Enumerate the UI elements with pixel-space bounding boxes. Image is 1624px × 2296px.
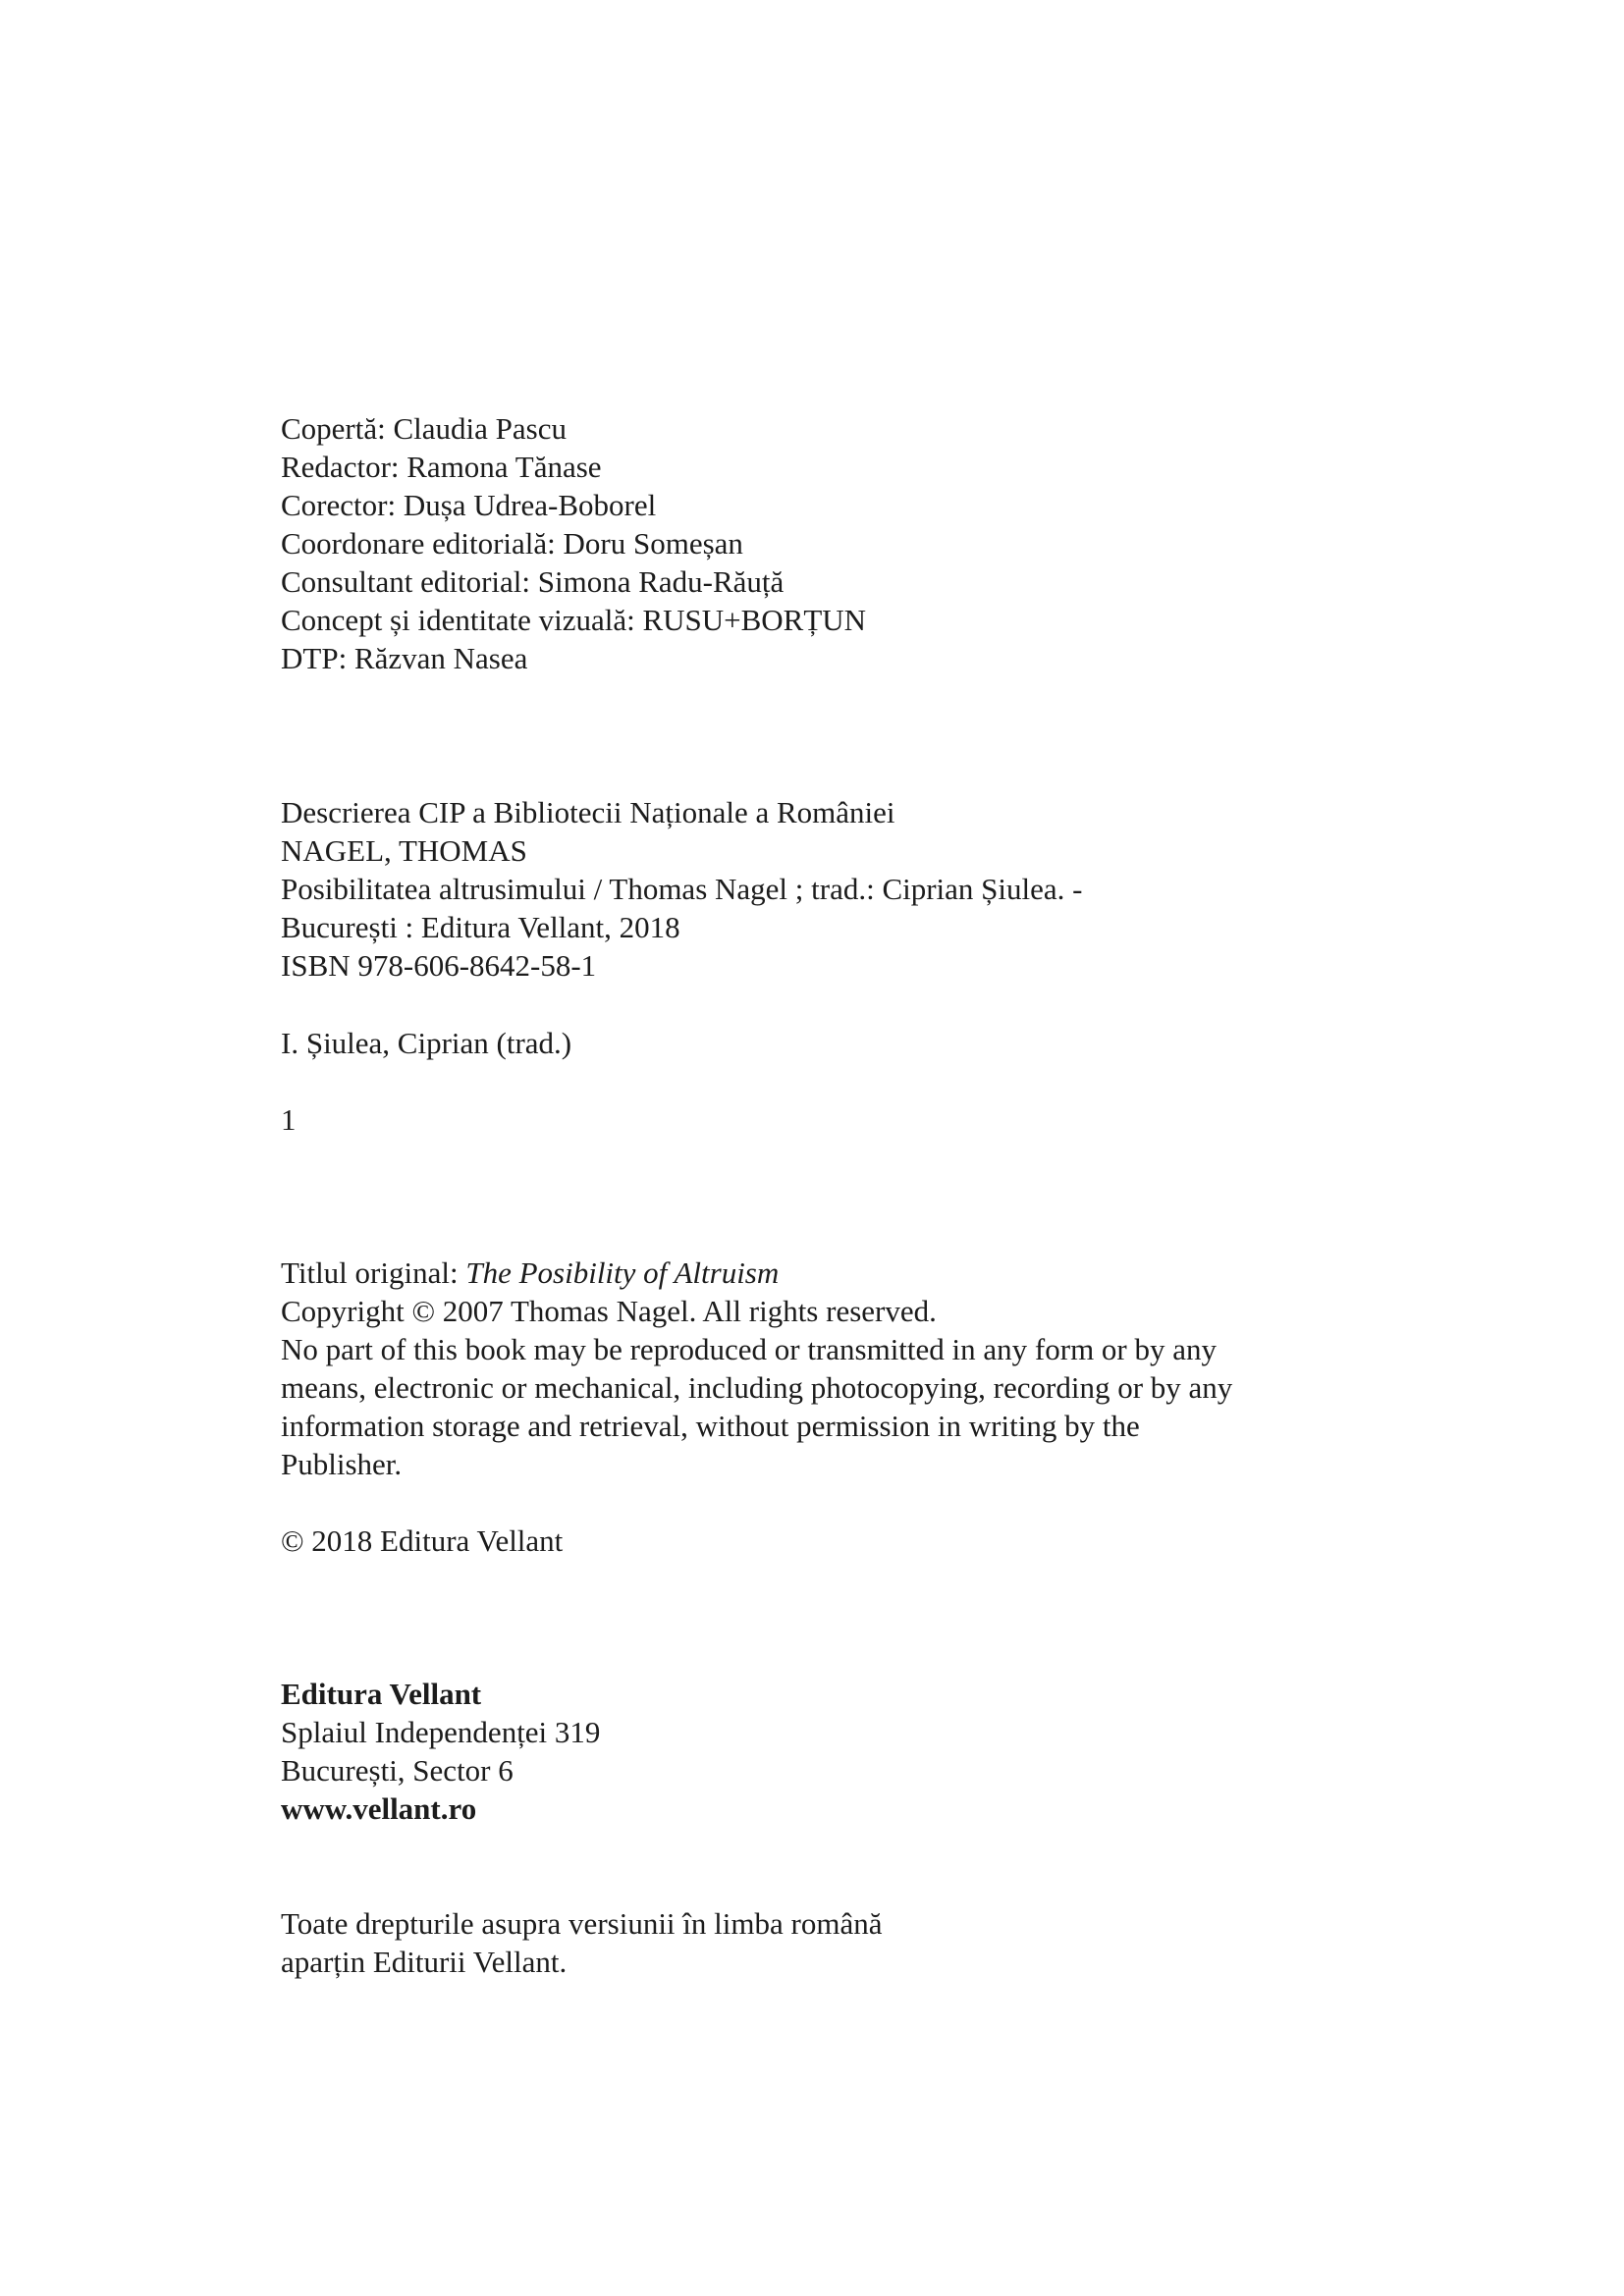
cip-title-line: Posibilitatea altrusimului / Thomas Nagel ; trad.: Ciprian Șiulea. - — [281, 872, 1083, 906]
publisher-street: Splaiul Independenței 319 — [281, 1715, 601, 1749]
credit-editorial-coordination: Coordonare editorială: Doru Someșan — [281, 526, 743, 561]
cip-classification: 1 — [281, 1102, 297, 1137]
publisher-copyright-block — [281, 1522, 563, 1560]
romanian-rights-block — [281, 1904, 882, 1981]
credit-dtp: DTP: Răzvan Nasea — [281, 641, 528, 675]
publisher-name: Editura Vellant — [281, 1677, 482, 1711]
cip-secondary-entry: I. Șiulea, Ciprian (trad.) — [281, 1026, 572, 1060]
original-title-line — [281, 1254, 1243, 1292]
credit-editorial-consultant: Consultant editorial: Simona Radu-Răuță — [281, 564, 785, 599]
cip-heading: Descrierea CIP a Bibliotecii Naționale a României — [281, 795, 895, 829]
cip-imprint: București : Editura Vellant, 2018 — [281, 910, 680, 944]
rights-reserved-text: No part of this book may be reproduced or transmitted in any form or by any means, electronic or mechanical, including photocopying, recording or by any information storage and retrieval, without permission in writing by the Publisher. — [281, 1332, 1233, 1481]
original-title-label: Titlul original: — [281, 1255, 466, 1290]
copyright-notice: Copyright © 2007 Thomas Nagel. All rights reserved. — [281, 1294, 937, 1328]
credit-editor: Redactor: Ramona Tănase — [281, 450, 602, 484]
publisher-city: București, Sector 6 — [281, 1753, 514, 1788]
publisher-block — [281, 1675, 600, 1828]
credit-proofreader: Corector: Dușa Udrea-Boborel — [281, 488, 657, 522]
cip-description-block — [281, 793, 1083, 985]
credit-cover: Copertă: Claudia Pascu — [281, 411, 567, 446]
cip-secondary-entry-block — [281, 1024, 571, 1062]
romanian-rights-line-1: Toate drepturile asupra versiunii în limba română — [281, 1906, 883, 1941]
cip-author: NAGEL, THOMAS — [281, 833, 527, 868]
original-title: The Posibility of Altruism — [465, 1255, 780, 1290]
credits-block — [281, 409, 866, 677]
credit-visual-identity: Concept și identitate vizuală: RUSU+BORȚUN — [281, 603, 867, 637]
copyright-block — [281, 1254, 1243, 1483]
publisher-copyright: © 2018 Editura Vellant — [281, 1523, 564, 1558]
cip-classification-block — [281, 1100, 297, 1139]
romanian-rights-line-2: aparțin Editurii Vellant. — [281, 1945, 568, 1979]
cip-isbn: ISBN 978-606-8642-58-1 — [281, 948, 597, 983]
publisher-website: www.vellant.ro — [281, 1791, 477, 1826]
